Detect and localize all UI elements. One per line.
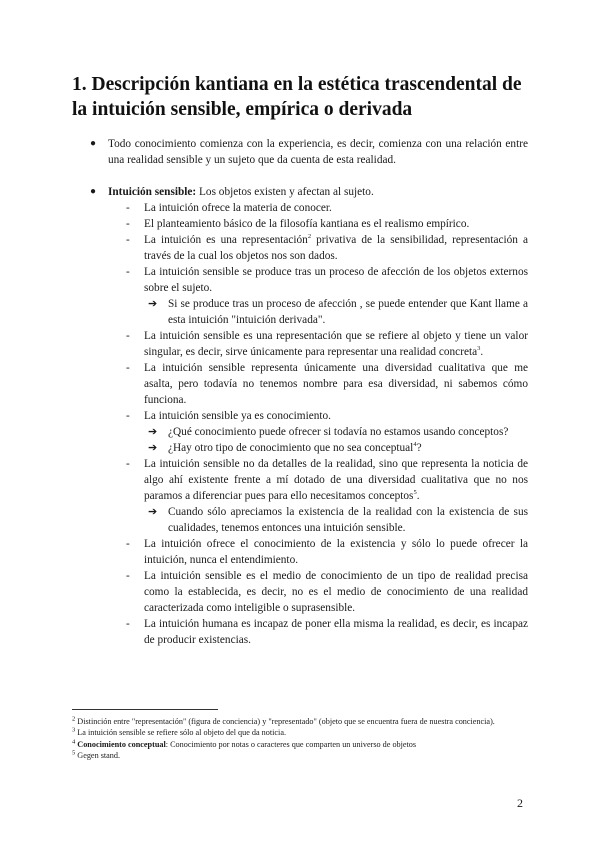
- list-item: - La intuición ofrece el conocimiento de la existencia y sólo lo puede ofrecer la intuición, nunca el entendimiento.: [126, 538, 528, 566]
- list-item: - La intuición sensible ya es conocimiento.: [126, 410, 331, 422]
- list-item: - La intuición humana es incapaz de poner ella misma la realidad, es decir, es incapaz de producir existencias.: [126, 618, 528, 646]
- list-item: - El planteamiento básico de la filosofía kantiana es el realismo empírico.: [126, 218, 470, 230]
- footnote-ref: 5: [413, 489, 417, 497]
- arrow-icon: ➔: [148, 426, 158, 438]
- intro-text: Todo conocimiento comienza con la experiencia, es decir, comienza con una relación entre una realidad sensible y un sujeto que da cuenta de esta realidad.: [108, 138, 528, 166]
- list-item: - La intuición es una representación$^2$ privativa de la sensibilidad, representación a través de la cual los objetos nos son dados.: [126, 233, 528, 262]
- page-number: 2: [517, 796, 523, 810]
- arrow-item: ➔ Cuando sólo apreciamos la existencia de la realidad con la existencia de sus cualidades, tenemos entonces una intuición sensible.: [148, 506, 528, 534]
- list-item: - La intuición sensible no da detalles de la realidad, sino que representa la noticia de algo ahí existente frente a mí dotado de una diversidad cualitativa que no nos paramos a diferenciar pues para ello necesitamos conceptos$^5$.: [126, 458, 528, 502]
- footnote: $^4$ Conocimiento conceptual: Conocimiento por notas o caracteres que comparten un universo de objetos: [72, 737, 417, 749]
- list-item: - La intuición sensible es una representación que se refiere al objeto y tiene un valor singular, es decir, sirve únicamente para representar una realidad concreta$^3$.: [126, 330, 528, 358]
- footnote: $^2$ Distinción entre "representación" (figura de conciencia) y "representado" (objeto que se encuentra fuera de nuestra conciencia).: [72, 715, 495, 726]
- list-item: - La intuición sensible es el medio de conocimiento de un tipo de realidad precisa como la establecida, es decir, no es el medio de conocimiento de una realidad caracterizada como inteligible o suprasensible.: [126, 570, 528, 614]
- sensible-list: [126, 200, 528, 648]
- sensible-heading: Intuición sensible:: [108, 186, 197, 198]
- arrow-icon: ➔: [148, 298, 158, 310]
- section-title: 1. Descripción kantiana en la estética trascendental de la intuición sensible, empírica o derivada: [72, 74, 522, 120]
- sensible-bullet: [90, 184, 528, 200]
- arrow-item: ➔ ¿Qué conocimiento puede ofrecer si todavía no estamos usando conceptos?: [148, 426, 509, 438]
- footnote-ref: 4: [413, 441, 417, 449]
- footnote-ref: 3: [477, 345, 481, 353]
- bullet-dot: ●: [90, 186, 97, 197]
- list-item: - La intuición sensible representa únicamente una diversidad cualitativa que me asalta, pero todavía no tenemos nombre para esa diversidad, ni sabemos cómo funciona.: [126, 362, 528, 406]
- arrow-item: ➔ Si se produce tras un proceso de afección , se puede entender que Kant llame a esta intuición "intuición derivada".: [148, 298, 528, 326]
- list-item: - La intuición sensible se produce tras un proceso de afección de los objetos externos sobre el sujeto.: [126, 266, 528, 294]
- footnote-ref: 2: [307, 233, 312, 241]
- list-item: - La intuición ofrece la materia de conocer.: [126, 202, 332, 214]
- intro-bullet: [90, 136, 528, 168]
- footnote-divider: [72, 709, 218, 710]
- sensible-lead: Los objetos existen y afectan al sujeto.: [196, 186, 374, 198]
- footnote: $^5$ Gegen stand.: [72, 749, 121, 760]
- footnote: $^3$ La intuición sensible se refiere sólo al objeto del que da noticia.: [72, 726, 287, 738]
- arrow-item: ➔ ¿Hay otro tipo de conocimiento que no sea conceptual$^4$?: [148, 441, 422, 454]
- arrow-icon: ➔: [148, 442, 158, 454]
- bullet-dot: ●: [90, 138, 97, 149]
- arrow-icon: ➔: [148, 506, 158, 518]
- footnotes: [72, 716, 528, 761]
